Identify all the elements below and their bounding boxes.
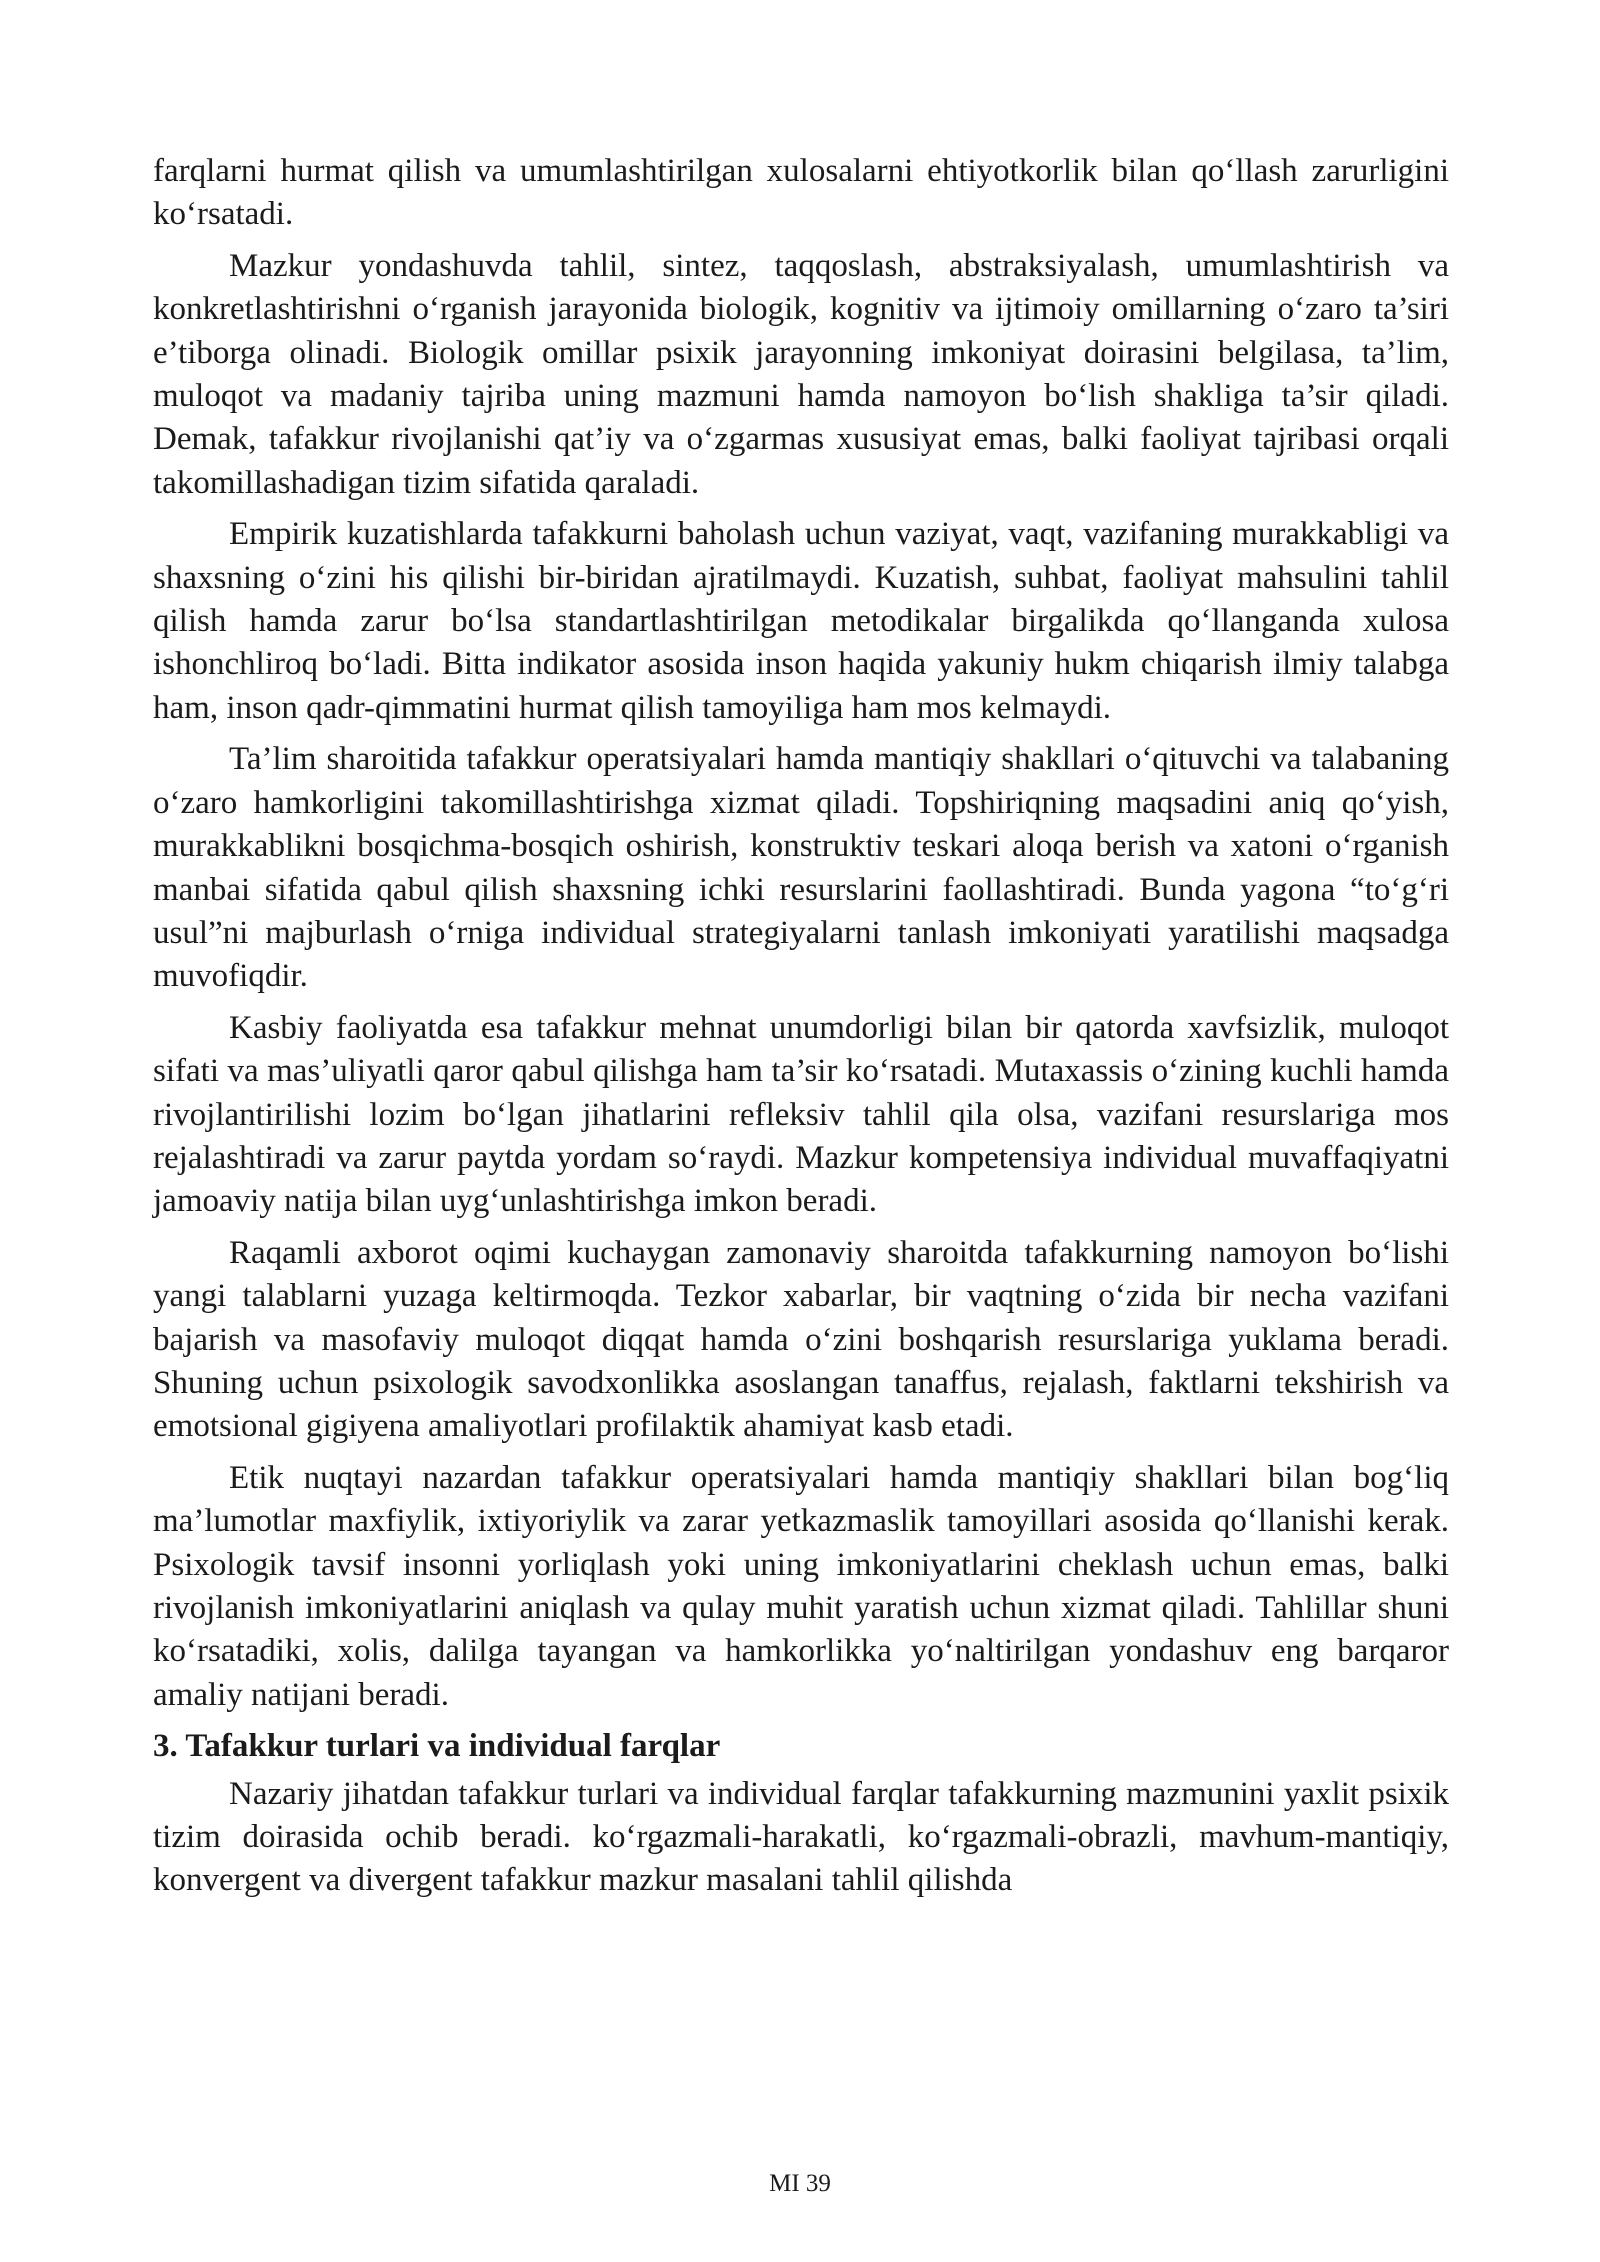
paragraph-approach: Mazkur yondashuvda tahlil, sintez, taqqoslash, abstraksiyalash, umumlashtirish va konkretlashtirishni o‘rganish jarayonida biologik, kognitiv va ijtimoiy omillarning o‘zaro ta’siri e’tiborga olinadi. Biologik omillar psixik jarayonning imkoniyat doirasini belgilasa, ta’lim, muloqot va madaniy tajriba uning mazmuni hamda namoyon bo‘lish shakliga ta’sir qiladi. Demak, tafakkur rivojlanishi qat’iy va o‘zgarmas xususiyat emas, balki faoliyat tajribasi orqali takomillashadigan tizim sifatida qaraladi. — [153, 247, 1449, 501]
paragraph-continuation: farqlarni hurmat qilish va umumlashtirilgan xulosalarni ehtiyotkorlik bilan qo‘llash zarurligini ko‘rsatadi. — [153, 153, 1449, 233]
page-number: MI 39 — [769, 2170, 831, 2197]
paragraph-ethics: Etik nuqtayi nazardan tafakkur operatsiyalari hamda mantiqiy shakllari bilan bog‘liq ma’lumotlar maxfiylik, ixtiyoriylik va zarar yetkazmaslik tamoyillari asosida qo‘llanishi kerak. Psixologik tavsif insonni yorliqlash yoki uning imkoniyatlarini cheklash uchun emas, balki rivojlanish imkoniyatlarini aniqlash va qulay muhit yaratish uchun xizmat qiladi. Tahlillar shuni ko‘rsatadiki, xolis, dalilga tayangan va hamkorlikka yo‘naltirilgan yondashuv eng barqaror amaliy natijani beradi. — [153, 1459, 1449, 1713]
paragraph-professional-activity: Kasbiy faoliyatda esa tafakkur mehnat unumdorligi bilan bir qatorda xavfsizlik, muloqot sifati va mas’uliyatli qaror qabul qilishga ham ta’sir ko‘rsatadi. Mutaxassis o‘zining kuchli hamda rivojlantirilishi lozim bo‘lgan jihatlarini refleksiv tahlil qila olsa, vazifani resurslariga mos rejalashtiradi va zarur paytda yordam so‘raydi. Mazkur kompetensiya individual muvaffaqiyatni jamoaviy natija bilan uyg‘unlashtirishga imkon beradi. — [153, 1009, 1449, 1220]
paragraph-education: Ta’lim sharoitida tafakkur operatsiyalari hamda mantiqiy shakllari o‘qituvchi va talabaning o‘zaro hamkorligini takomillashtirishga xizmat qiladi. Topshiriqning maqsadini aniq qo‘yish, murakkablikni bosqichma-bosqich oshirish, konstruktiv teskari aloqa berish va xatoni o‘rganish manbai sifatida qabul qilish shaxsning ichki resurslarini faollashtiradi. Bunda yagona “to‘g‘ri usul”ni majburlash o‘rniga individual strategiyalarni tanlash imkoniyati yaratilishi maqsadga muvofiqdir. — [153, 741, 1449, 995]
section-heading: 3. Tafakkur turlari va individual farqlar — [153, 1728, 721, 1765]
body-text — [153, 150, 1449, 1911]
paragraph-section-intro: Nazariy jihatdan tafakkur turlari va individual farqlar tafakkurning mazmunini yaxlit psixik tizim doirasida ochib beradi. ko‘rgazmali-harakatli, ko‘rgazmali-obrazli, mavhum-mantiqiy, konvergent va divergent tafakkur mazkur masalani tahlil qilishda — [153, 1775, 1449, 1899]
paragraph-empirical-observations: Empirik kuzatishlarda tafakkurni baholash uchun vaziyat, vaqt, vazifaning murakkabligi va shaxsning o‘zini his qilishi bir-biridan ajratilmaydi. Kuzatish, suhbat, faoliyat mahsulini tahlil qilish hamda zarur bo‘lsa standartlashtirilgan metodikalar birgalikda qo‘llanganda xulosa ishonchliroq bo‘ladi. Bitta indikator asosida inson haqida yakuniy hukm chiqarish ilmiy talabga ham, inson qadr-qimmatini hurmat qilish tamoyiliga ham mos kelmaydi. — [153, 516, 1449, 726]
paragraph-digital-information: Raqamli axborot oqimi kuchaygan zamonaviy sharoitda tafakkurning namoyon bo‘lishi yangi talablarni yuzaga keltirmoqda. Tezkor xabarlar, bir vaqtning o‘zida bir necha vazifani bajarish va masofaviy muloqot diqqat hamda o‘zini boshqarish resurslariga yuklama beradi. Shuning uchun psixologik savodxonlikka asoslangan tanaffus, rejalash, faktlarni tekshirish va emotsional gigiyena amaliyotlari profilaktik ahamiyat kasb etadi. — [153, 1234, 1449, 1445]
